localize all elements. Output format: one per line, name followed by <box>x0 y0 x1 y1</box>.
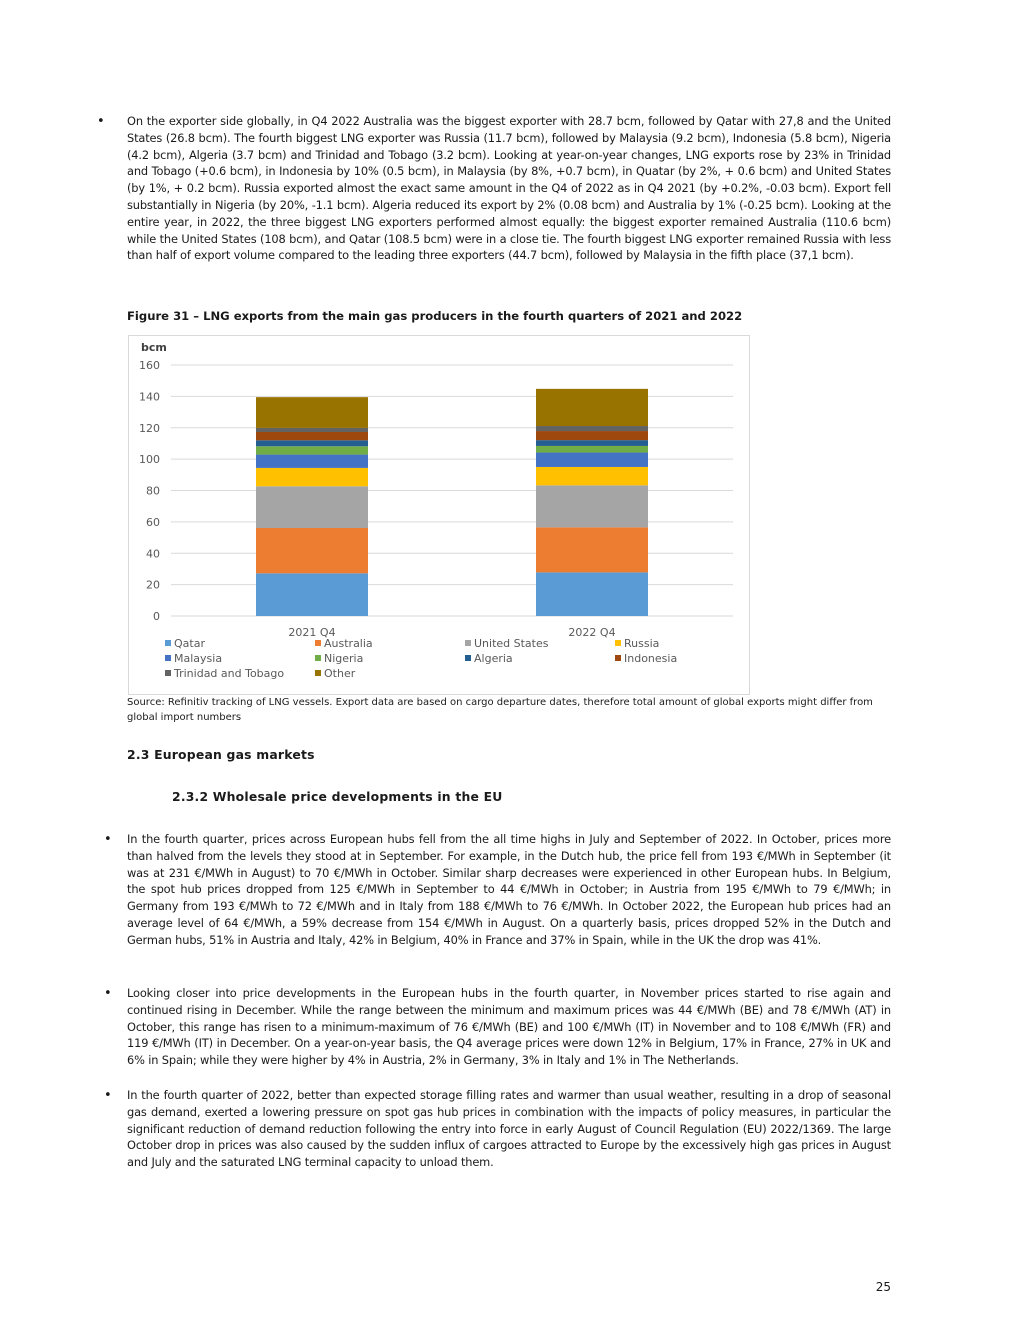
bar-segment-trinidad-and-tobago-2021-q4 <box>256 428 368 432</box>
page-number: 25 <box>875 1280 891 1294</box>
y-tick-label: 120 <box>139 421 160 435</box>
legend-label: Australia <box>324 637 373 650</box>
legend-swatch <box>315 670 321 676</box>
legend-label: Qatar <box>174 637 205 650</box>
figure-source-note: Source: Refinitiv tracking of LNG vessels. Export data are based on cargo departure dates, therefore total amount of global exports might differ from global import numbers <box>127 697 873 723</box>
legend-label: Other <box>324 667 356 680</box>
prices-q4-paragraph: In the fourth quarter, prices across European hubs fell from the all time highs in July and September of 2022. In October, prices more than halved from the levels they stood at in September. For example, in the Dutch hub, the price fell from 193 €/MWh in September (it was at 231 €/MWh in August) to 70 €/MWh in October. Similar sharp decreases were experienced in other European hubs. In Belgium, the spot hub prices dropped from 125 €/MWh in September to 44 €/MWh in October; in Austria from 195 €/MWh to 79 €/MWh; in Germany from 193 €/MWh to 72 €/MWh and in Italy from 188 €/MWh to 76 €/MWh. In October 2022, the European hub prices had an average level of 64 €/MWh, a 59% decrease from 154 €/MWh in August. On a quarterly basis, prices dropped 52% in the Dutch and German hubs, 51% in Austria and Italy, 42% in Belgium, 40% in France and 37% in Spain, while in the UK the drop was 41%. <box>127 832 891 947</box>
y-tick-label: 80 <box>146 484 160 498</box>
y-axis-unit-label: bcm <box>141 341 167 354</box>
legend-label: Nigeria <box>324 652 364 665</box>
y-tick-label: 40 <box>146 547 160 561</box>
bar-segment-australia-2021-q4 <box>256 528 368 573</box>
bar-segment-other-2022-q4 <box>536 389 648 426</box>
storage-paragraph: In the fourth quarter of 2022, better than expected storage filling rates and warmer than usual weather, resulting in a drop of seasonal gas demand, exerted a lowering pressure on spot gas hub prices in combination with the impacts of policy measures, in particular the significant reduction of demand reduction following the entry into force in early August of Council Regulation (EU) 2022/1369. The large October drop in prices was also caused by the sudden influx of cargoes attracted to Europe by the excessively high gas prices in August and July and the saturated LNG terminal capacity to unload them. <box>127 1088 891 1170</box>
bar-segment-qatar-2022-q4 <box>536 572 648 616</box>
y-tick-label: 0 <box>153 610 160 623</box>
legend-swatch <box>615 640 621 646</box>
legend-swatch <box>315 655 321 661</box>
legend-swatch <box>465 655 471 661</box>
bullet-marker: • <box>104 1088 112 1103</box>
bar-segment-trinidad-and-tobago-2022-q4 <box>536 426 648 431</box>
legend-swatch <box>165 640 171 646</box>
section-heading: 2.3 European gas markets <box>127 747 315 762</box>
x-tick-label: 2021 Q4 <box>288 626 336 639</box>
legend-label: Algeria <box>474 652 513 665</box>
legend-label: Indonesia <box>624 652 678 665</box>
chart-canvas <box>129 336 749 694</box>
legend-swatch <box>165 670 171 676</box>
y-tick-label: 60 <box>146 515 160 529</box>
bar-segment-united-states-2021-q4 <box>256 486 368 528</box>
bullet-marker: • <box>104 832 112 847</box>
bullet-marker: • <box>104 986 112 1001</box>
bar-segment-united-states-2022-q4 <box>536 485 648 527</box>
y-tick-label: 160 <box>139 359 160 372</box>
y-tick-label: 100 <box>139 453 160 467</box>
bar-segment-australia-2022-q4 <box>536 527 648 572</box>
legend-swatch <box>615 655 621 661</box>
lng-exports-chart <box>128 335 750 695</box>
legend-swatch <box>465 640 471 646</box>
bar-segment-algeria-2021-q4 <box>256 440 368 446</box>
bar-segment-russia-2021-q4 <box>256 468 368 486</box>
subsection-heading: 2.3.2 Wholesale price developments in the EU <box>172 789 503 804</box>
exporters-paragraph: On the exporter side globally, in Q4 2022 Australia was the biggest exporter with 28.7 bcm, followed by Qatar with 27,8 and the United States (26.8 bcm). The fourth biggest LNG exporter was Russia (11.7 bcm), followed by Malaysia (9.2 bcm), Indonesia (5.8 bcm), Nigeria (4.2 bcm), Algeria (3.7 bcm) and Trinidad and Tobago (3.2 bcm). Looking at year-on-year changes, LNG exports rose by 23% in Trinidad and Tobago (+0.6 bcm), in Indonesia by 10% (0.5 bcm), in Malaysia (by 8%, +0.7 bcm), in Quatar (by 2%, + 0.6 bcm) and United States (by 1%, + 0.2 bcm). Russia exported almost the exact same amount in the Q4 of 2022 as in Q4 2021 (by +0.2%, -0.03 bcm). Export fell substantially in Nigeria (by 20%, -1.1 bcm). Algeria reduced its export by 2% (0.08 bcm) and Australia by 1% (-0.25 bcm). Looking at the entire year, in 2022, the three biggest LNG exporters performed almost equally: the biggest exporter remained Australia (110.6 bcm) while the United States (108 bcm), and Qatar (108.5 bcm) were in a close tie. The fourth biggest LNG exporter remained Russia with less than half of export volume compared to the leading three exporters (44.7 bcm), followed by Malaysia in the fifth place (37,1 bcm). <box>127 114 891 263</box>
legend-label: Malaysia <box>174 652 223 665</box>
bar-segment-malaysia-2022-q4 <box>536 453 648 467</box>
bar-segment-malaysia-2021-q4 <box>256 455 368 468</box>
y-tick-label: 140 <box>139 390 160 404</box>
bar-segment-nigeria-2021-q4 <box>256 446 368 454</box>
bullet-marker: • <box>97 114 105 129</box>
figure-title: Figure 31 – LNG exports from the main gas producers in the fourth quarters of 2021 and 2022 <box>127 309 743 323</box>
legend-label: United States <box>474 637 549 650</box>
legend-label: Trinidad and Tobago <box>174 667 285 680</box>
y-tick-label: 20 <box>146 578 160 592</box>
bar-segment-qatar-2021-q4 <box>256 573 368 616</box>
bar-segment-nigeria-2022-q4 <box>536 446 648 453</box>
bar-segment-other-2021-q4 <box>256 397 368 428</box>
legend-swatch <box>165 655 171 661</box>
bar-segment-russia-2022-q4 <box>536 467 648 485</box>
legend-swatch <box>315 640 321 646</box>
bar-segment-indonesia-2022-q4 <box>536 431 648 440</box>
bar-segment-algeria-2022-q4 <box>536 440 648 446</box>
bar-segment-indonesia-2021-q4 <box>256 432 368 440</box>
x-tick-label: 2022 Q4 <box>568 626 616 639</box>
legend-label: Russia <box>624 637 660 650</box>
price-developments-paragraph: Looking closer into price developments in the European hubs in the fourth quarter, in November prices started to rise again and continued rising in December. While the range between the minimum and maximum prices was 44 €/MWh (BE) and 78 €/MWh (AT) in October, this range has risen to a minimum-maximum of 76 €/MWh (BE) and 100 €/MWh (IT) in November and to 108 €/MWh (FR) and 119 €/MWh (IT) in December. On a year-on-year basis, the Q4 average prices were down 12% in Belgium, 17% in France, 27% in UK and 6% in Spain; while they were higher by 4% in Austria, 2% in Germany, 3% in Italy and 1% in The Netherlands. <box>127 986 891 1068</box>
